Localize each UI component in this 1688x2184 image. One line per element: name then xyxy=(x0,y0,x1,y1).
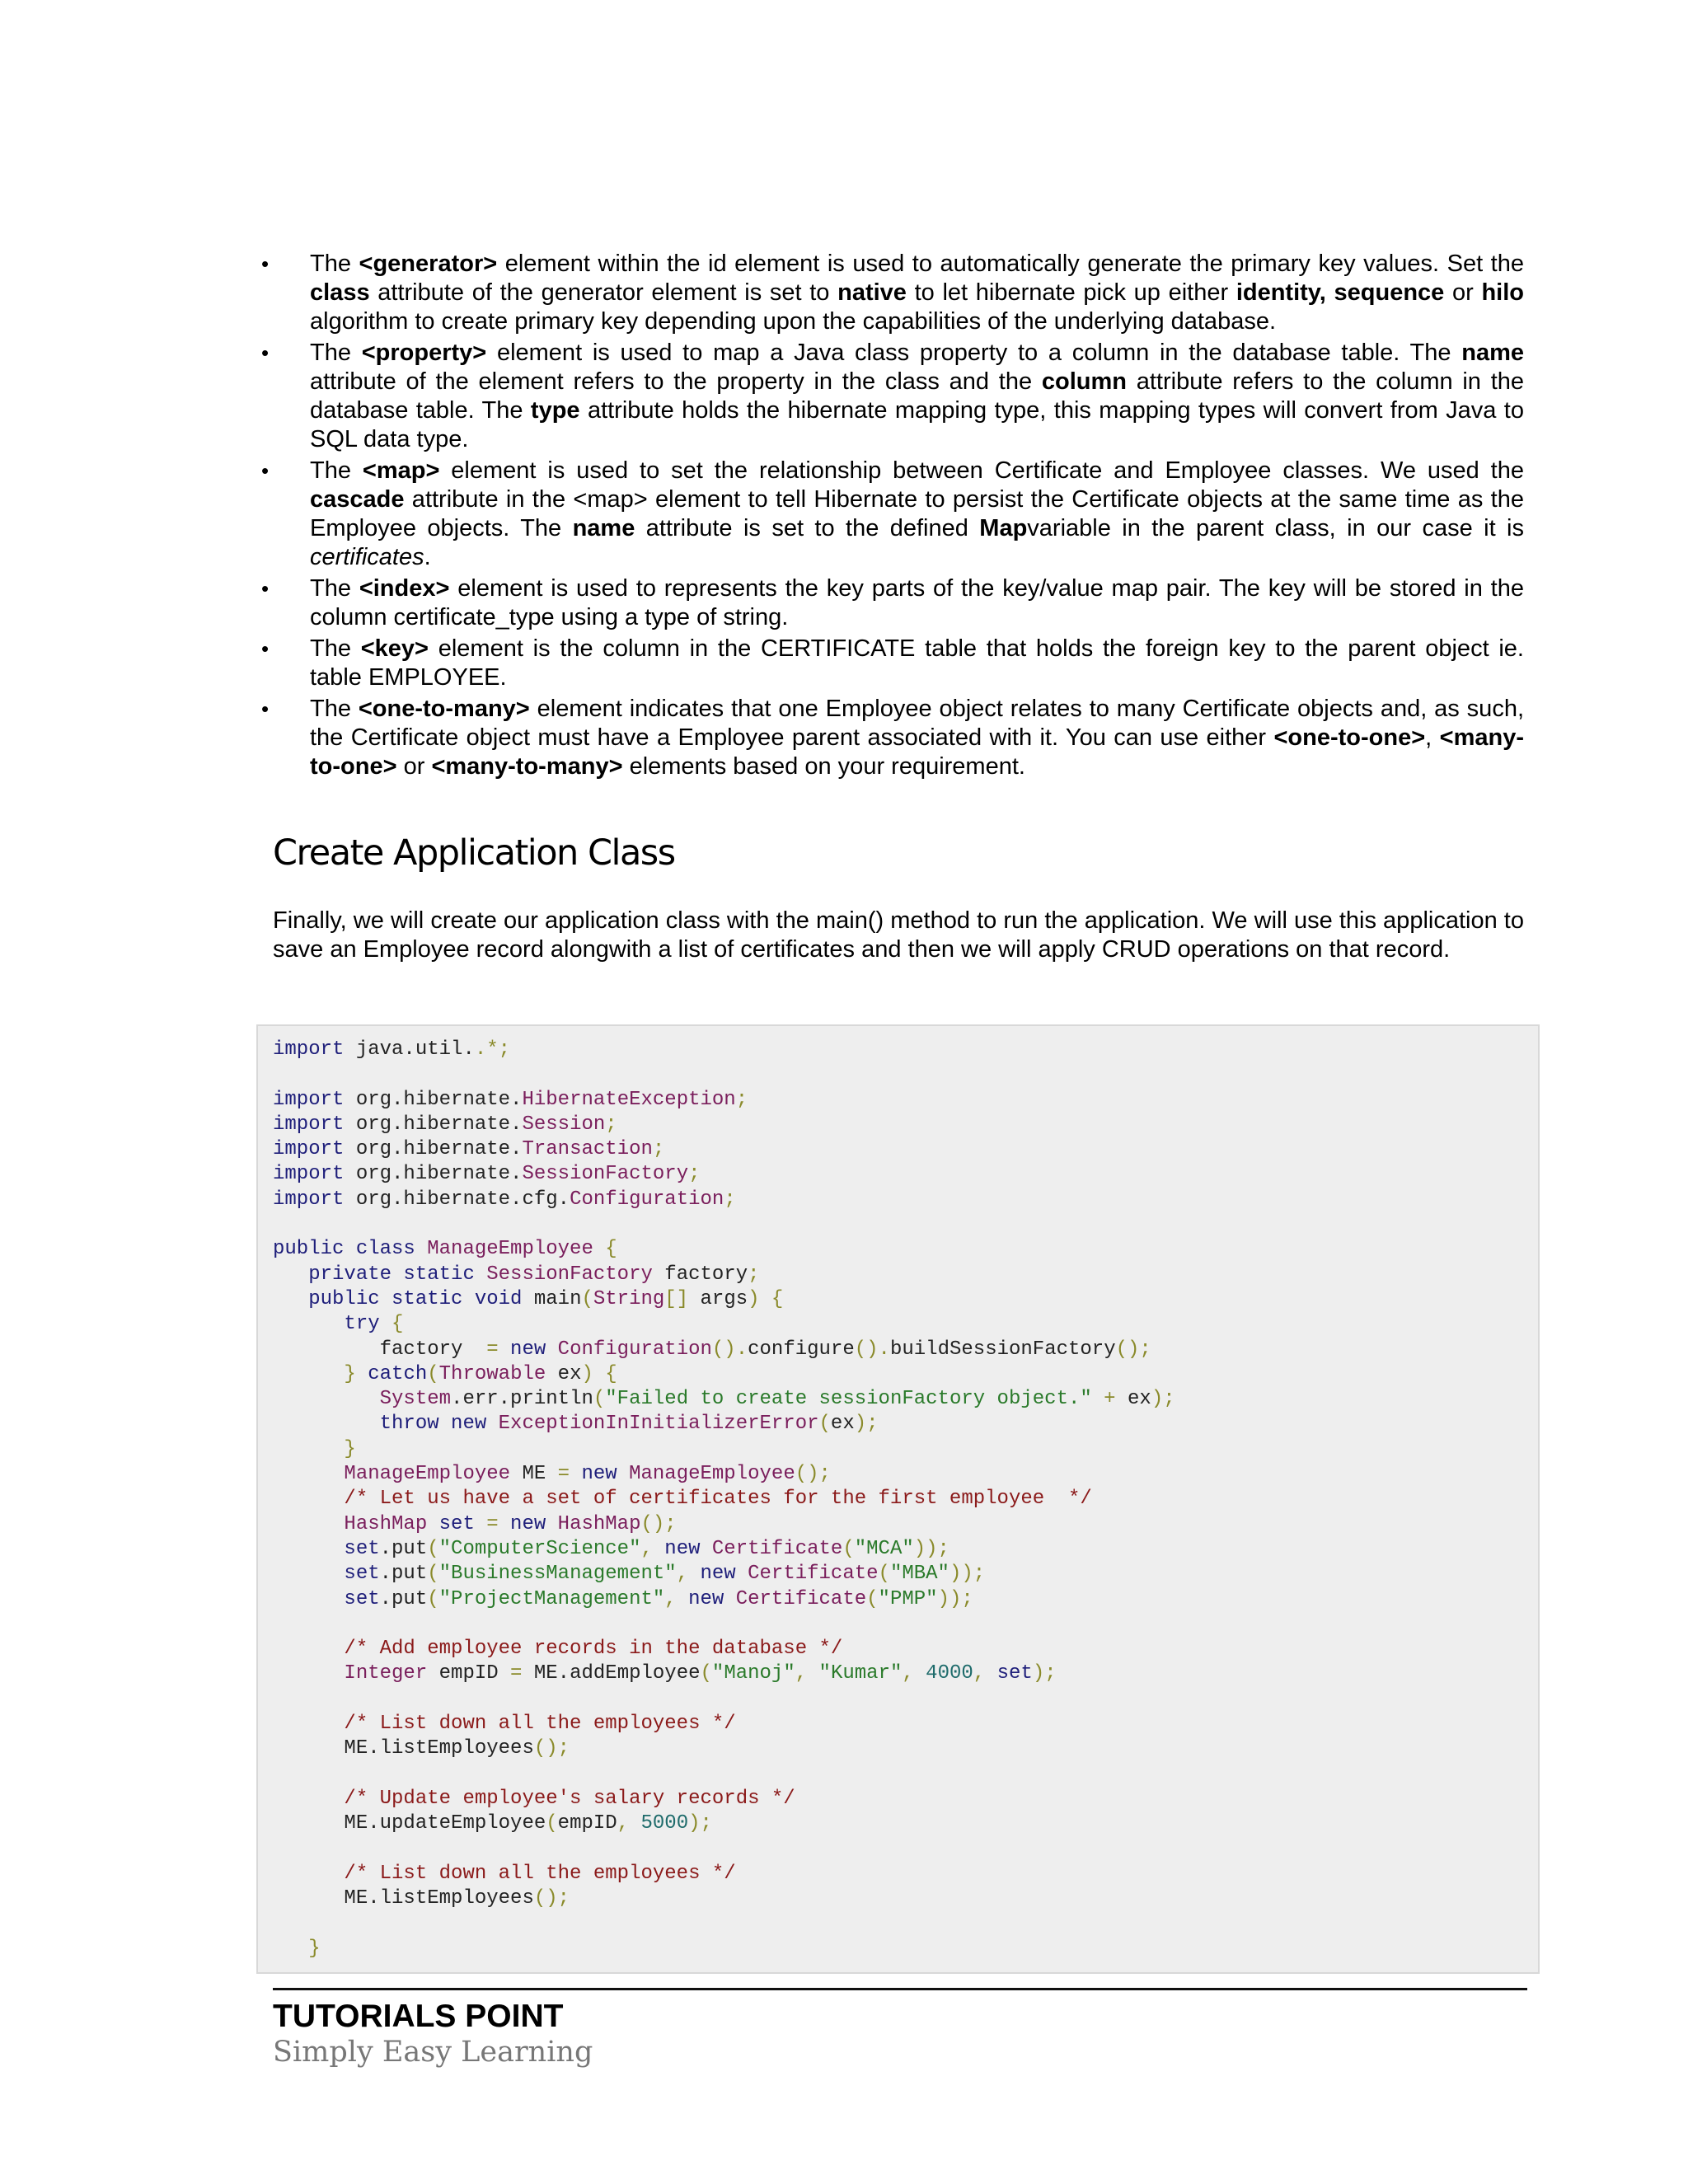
bold-term: native xyxy=(837,279,907,306)
bullet-text: The xyxy=(310,251,359,277)
code-line xyxy=(273,1412,1175,1436)
bold-term: identity, sequence xyxy=(1236,279,1445,306)
code-token: HashMap xyxy=(546,1512,641,1535)
code-token: ME.updateEmployee xyxy=(273,1812,546,1835)
bullet-text: to let hibernate pick up either xyxy=(906,279,1236,306)
footer-rule xyxy=(273,1988,1527,1990)
code-token: Session xyxy=(522,1113,606,1136)
bullet-item xyxy=(261,695,1524,781)
code-line xyxy=(273,1312,1175,1337)
code-token: set xyxy=(427,1512,475,1535)
code-token: new xyxy=(498,1338,546,1361)
code-line xyxy=(273,1736,1175,1761)
code-token: import xyxy=(273,1138,345,1161)
bullet-text: . xyxy=(424,544,431,570)
code-token: java.util. xyxy=(344,1038,475,1061)
code-token: ( xyxy=(866,1587,879,1610)
code-token: ex xyxy=(1115,1388,1151,1411)
code-line xyxy=(273,1837,1175,1862)
code-token: "ComputerScience" xyxy=(438,1537,641,1560)
bold-term: type xyxy=(530,397,580,424)
code-line xyxy=(273,1537,1175,1562)
code-token: try xyxy=(273,1313,380,1336)
bullet-item xyxy=(261,250,1524,336)
code-token: org.hibernate.cfg. xyxy=(344,1188,570,1211)
bold-term: <many-to-many> xyxy=(431,753,623,780)
bullet-dot-icon: • xyxy=(261,251,270,276)
code-token: ME.listEmployees xyxy=(273,1737,534,1760)
code-token: ( xyxy=(818,1413,831,1436)
code-token: .put xyxy=(379,1563,428,1586)
code-token: public class xyxy=(273,1238,415,1261)
code-line xyxy=(273,1263,1175,1287)
code-token: public static void xyxy=(273,1287,523,1310)
bullet-item xyxy=(261,339,1524,454)
code-token: ( xyxy=(878,1563,890,1586)
bullet-list xyxy=(261,250,1524,784)
code-token: (); xyxy=(795,1463,831,1486)
code-token: ( xyxy=(427,1537,439,1560)
code-token: (); xyxy=(533,1887,570,1910)
code-token: "Failed to create sessionFactory object." xyxy=(605,1388,1092,1411)
code-token: configure xyxy=(748,1338,855,1361)
code-token: 4000 xyxy=(913,1662,973,1685)
code-line xyxy=(273,1088,1175,1113)
bullet-item xyxy=(261,457,1524,572)
code-token: SessionFactory xyxy=(522,1163,689,1186)
code-token: .*; xyxy=(474,1038,511,1061)
code-token: ( xyxy=(593,1388,606,1411)
code-token: (). xyxy=(711,1338,748,1361)
code-line xyxy=(273,1188,1175,1212)
bullet-text: The xyxy=(310,457,363,484)
code-token: throw new xyxy=(273,1413,487,1436)
code-token: } xyxy=(273,1437,356,1460)
code-token: factory xyxy=(652,1263,748,1286)
bullet-text: attribute in the <map> element to tell Hibernate to persist the Certificate objects at the same time as the Employee objects. The xyxy=(310,486,1524,541)
code-token: org.hibernate. xyxy=(344,1163,523,1186)
code-token: "ProjectManagement" xyxy=(438,1587,665,1610)
code-token: Configuration xyxy=(570,1188,724,1211)
code-token: ); xyxy=(1032,1662,1057,1685)
code-token: ExceptionInInitializerError xyxy=(486,1413,819,1436)
code-line xyxy=(273,1113,1175,1137)
code-token: /* Let us have a set of certificates for the first employee */ xyxy=(273,1488,1092,1511)
bullet-text: certificates xyxy=(310,544,424,570)
code-token: new xyxy=(676,1587,724,1610)
bold-term: name xyxy=(572,515,635,541)
code-token: args xyxy=(688,1287,748,1310)
bold-term: <one-to-many> xyxy=(358,696,530,722)
code-token: new xyxy=(652,1537,701,1560)
code-token: } xyxy=(273,1362,356,1385)
code-token: SessionFactory xyxy=(474,1263,653,1286)
bullet-text: element is used to set the relationship between Certificate and Employee classes. We used the xyxy=(439,457,1524,484)
code-token: Certificate xyxy=(700,1537,843,1560)
code-token: set xyxy=(985,1662,1033,1685)
code-token: factory xyxy=(273,1338,475,1361)
code-token: empID xyxy=(557,1812,617,1835)
code-line xyxy=(273,1162,1175,1187)
code-token: , xyxy=(640,1537,653,1560)
section-intro: Finally, we will create our application class with the main() method to run the application. We will use this application to save an Employee record alongwith a list of certificates and then we will apply CRUD operations on that record. xyxy=(273,907,1524,963)
code-token: , xyxy=(795,1662,808,1685)
code-token: .put xyxy=(379,1587,428,1610)
code-token: ); xyxy=(854,1413,879,1436)
bullet-text: variable in the parent class, in our case it is xyxy=(1027,515,1524,541)
code-line xyxy=(273,1237,1175,1262)
bullet-dot-icon: • xyxy=(261,636,270,661)
code-token: ; xyxy=(605,1113,617,1136)
bold-term: <map> xyxy=(362,457,440,484)
bold-term: hilo xyxy=(1481,279,1524,306)
code-token: System xyxy=(273,1388,452,1411)
code-line xyxy=(273,1362,1175,1387)
code-token: + xyxy=(1091,1388,1116,1411)
bold-term: <generator> xyxy=(359,251,498,277)
code-token: import xyxy=(273,1163,345,1186)
code-line xyxy=(273,1287,1175,1312)
code-token: (); xyxy=(640,1512,677,1535)
code-token: ( xyxy=(700,1662,712,1685)
bullet-text: The xyxy=(310,696,359,722)
code-token: 5000 xyxy=(629,1812,689,1835)
code-token: ) { xyxy=(748,1287,784,1310)
code-token: ; xyxy=(735,1088,748,1111)
code-token: ( xyxy=(427,1563,439,1586)
bullet-text: algorithm to create primary key depending upon the capabilities of the underlying database. xyxy=(310,308,1277,335)
code-token: (). xyxy=(854,1338,890,1361)
code-line xyxy=(273,1612,1175,1637)
bold-term: <index> xyxy=(359,575,450,602)
code-token: ME xyxy=(510,1463,546,1486)
code-token: buildSessionFactory xyxy=(889,1338,1116,1361)
code-token: "Manoj" xyxy=(711,1662,795,1685)
section-heading: Create Application Class xyxy=(273,832,675,874)
code-token: ( xyxy=(427,1362,439,1385)
bullet-text: element indicates that one Employee object relates to many Certificate objects and, as such, the Certificate object must have a Employee parent associated with it. You can use either xyxy=(310,696,1524,751)
code-line xyxy=(273,1387,1175,1412)
code-token: "MBA" xyxy=(889,1563,950,1586)
code-token: /* Add employee records in the database */ xyxy=(273,1638,843,1661)
code-line xyxy=(273,1038,1175,1062)
bullet-text: attribute is set to the defined xyxy=(635,515,980,541)
bullet-text: attribute holds the hibernate mapping type, this mapping types will convert from Java to SQL data type. xyxy=(310,397,1524,452)
code-line xyxy=(273,1562,1175,1586)
code-line xyxy=(273,1687,1175,1712)
code-token: = xyxy=(474,1338,499,1361)
code-token: org.hibernate. xyxy=(344,1088,523,1111)
code-token: ; xyxy=(688,1163,701,1186)
bullet-text: elements based on your requirement. xyxy=(622,753,1025,780)
bold-term: name xyxy=(1461,340,1525,366)
code-token: ( xyxy=(581,1287,593,1310)
code-token: = xyxy=(474,1512,499,1535)
code-token: "MCA" xyxy=(854,1537,914,1560)
code-token: String xyxy=(593,1287,665,1310)
code-token: .put xyxy=(379,1537,428,1560)
code-token: "BusinessManagement" xyxy=(438,1563,677,1586)
bold-term: <property> xyxy=(361,340,487,366)
code-token: , xyxy=(664,1587,677,1610)
code-token: [] xyxy=(664,1287,689,1310)
bullet-text: The xyxy=(310,575,359,602)
code-token: ; xyxy=(748,1263,760,1286)
code-token: )); xyxy=(949,1563,986,1586)
bullet-dot-icon: • xyxy=(261,696,270,721)
code-token: ME.addEmployee xyxy=(522,1662,701,1685)
code-token: )); xyxy=(937,1587,973,1610)
code-token: (); xyxy=(533,1737,570,1760)
code-token: , xyxy=(617,1812,630,1835)
bullet-dot-icon: • xyxy=(261,576,270,601)
bullet-dot-icon: • xyxy=(261,458,270,483)
code-token: , xyxy=(676,1563,689,1586)
code-listing xyxy=(273,1038,1175,1961)
bullet-text: attribute of the element refers to the property in the class and the xyxy=(310,368,1042,395)
bullet-text: attribute refers to the column in the database table. The xyxy=(310,368,1525,424)
code-token: ( xyxy=(427,1587,439,1610)
code-token: import xyxy=(273,1038,345,1061)
code-token: ) { xyxy=(581,1362,617,1385)
bullet-text: element is used to represents the key parts of the key/value map pair. The key will be stored in the column certificate_type using a type of string. xyxy=(310,575,1524,630)
bullet-text: element is the column in the CERTIFICATE table that holds the foreign key to the parent object ie. table EMPLOYEE. xyxy=(310,635,1524,691)
code-token: (); xyxy=(1115,1338,1151,1361)
code-token: ( xyxy=(842,1537,855,1560)
code-token: /* List down all the employees */ xyxy=(273,1862,736,1885)
code-line xyxy=(273,1062,1175,1087)
code-token: ); xyxy=(688,1812,712,1835)
bullet-text: attribute of the generator element is set to xyxy=(369,279,838,306)
bullet-text: , xyxy=(1425,724,1440,751)
bullet-text: The xyxy=(310,635,361,662)
code-token: ); xyxy=(1151,1388,1175,1411)
code-token: set xyxy=(273,1537,380,1560)
bold-term: cascade xyxy=(310,486,405,513)
code-token: , xyxy=(902,1662,914,1685)
code-token: HibernateException xyxy=(522,1088,736,1111)
code-token: catch xyxy=(355,1362,428,1385)
code-token: private static xyxy=(273,1263,475,1286)
code-token: set xyxy=(273,1587,380,1610)
footer-tagline: Simply Easy Learning xyxy=(273,2036,593,2069)
code-token: ex xyxy=(546,1362,582,1385)
code-token: ; xyxy=(724,1188,736,1211)
code-token: HashMap xyxy=(273,1512,428,1535)
bullet-item xyxy=(261,574,1524,632)
code-token: new xyxy=(688,1563,736,1586)
code-line xyxy=(273,1487,1175,1511)
code-token: /* Update employee's salary records */ xyxy=(273,1787,795,1810)
code-line xyxy=(273,1787,1175,1811)
code-token: Transaction xyxy=(522,1138,653,1161)
code-token: org.hibernate. xyxy=(344,1113,523,1136)
code-token: ME.listEmployees xyxy=(273,1887,534,1910)
code-line xyxy=(273,1886,1175,1911)
code-line xyxy=(273,1462,1175,1487)
code-token: "Kumar" xyxy=(807,1662,903,1685)
code-token: main xyxy=(522,1287,582,1310)
code-token: Certificate xyxy=(735,1563,879,1586)
code-token: import xyxy=(273,1088,345,1111)
code-token: Integer xyxy=(273,1662,428,1685)
code-token: } xyxy=(273,1937,321,1960)
code-token: /* List down all the employees */ xyxy=(273,1713,736,1736)
code-line xyxy=(273,1712,1175,1736)
bullet-text: or xyxy=(1444,279,1482,306)
code-token: , xyxy=(973,1662,986,1685)
code-line xyxy=(273,1137,1175,1162)
code-line xyxy=(273,1811,1175,1836)
code-token: set xyxy=(273,1563,380,1586)
code-token: { xyxy=(593,1238,617,1261)
bold-term: <one-to-one> xyxy=(1273,724,1426,751)
code-line xyxy=(273,1911,1175,1936)
code-token: Configuration xyxy=(546,1338,712,1361)
code-token: { xyxy=(379,1313,404,1336)
bullet-text: element is used to map a Java class property to a column in the database table. The xyxy=(486,340,1462,366)
code-line xyxy=(273,1762,1175,1787)
code-token: ManageEmployee xyxy=(617,1463,795,1486)
code-token: import xyxy=(273,1188,345,1211)
footer-brand: TUTORIALS POINT xyxy=(273,1999,564,2034)
bullet-text: element within the id element is used to automatically generate the primary key values. Set the xyxy=(497,251,1524,277)
code-line xyxy=(273,1338,1175,1362)
code-token: = xyxy=(498,1662,523,1685)
code-token: import xyxy=(273,1113,345,1136)
code-token: empID xyxy=(427,1662,499,1685)
code-line xyxy=(273,1587,1175,1612)
bullet-dot-icon: • xyxy=(261,340,270,365)
code-token: new xyxy=(498,1512,546,1535)
code-line xyxy=(273,1437,1175,1462)
bold-term: class xyxy=(310,279,370,306)
code-token: ; xyxy=(652,1138,665,1161)
bold-term: column xyxy=(1041,368,1127,395)
code-token: ManageEmployee xyxy=(415,1238,593,1261)
code-line xyxy=(273,1512,1175,1537)
code-token: ( xyxy=(546,1812,558,1835)
code-token: ex xyxy=(830,1413,855,1436)
code-token: org.hibernate. xyxy=(344,1138,523,1161)
bold-term: Map xyxy=(979,515,1028,541)
bold-term: <key> xyxy=(360,635,429,662)
bullet-text: or xyxy=(396,753,432,780)
code-token: Certificate xyxy=(724,1587,867,1610)
code-line xyxy=(273,1862,1175,1886)
bold-term: <many-to-one> xyxy=(310,724,1524,780)
code-token: .err.println xyxy=(451,1388,593,1411)
code-token: "PMP" xyxy=(878,1587,938,1610)
code-token: = xyxy=(546,1463,570,1486)
code-line xyxy=(273,1661,1175,1686)
code-token: new xyxy=(570,1463,617,1486)
code-token: Throwable xyxy=(438,1362,546,1385)
code-line xyxy=(273,1937,1175,1961)
bullet-item xyxy=(261,635,1524,692)
bullet-text: The xyxy=(310,340,362,366)
code-token: ManageEmployee xyxy=(273,1463,511,1486)
code-line xyxy=(273,1212,1175,1237)
code-token: )); xyxy=(913,1537,950,1560)
code-line xyxy=(273,1637,1175,1661)
